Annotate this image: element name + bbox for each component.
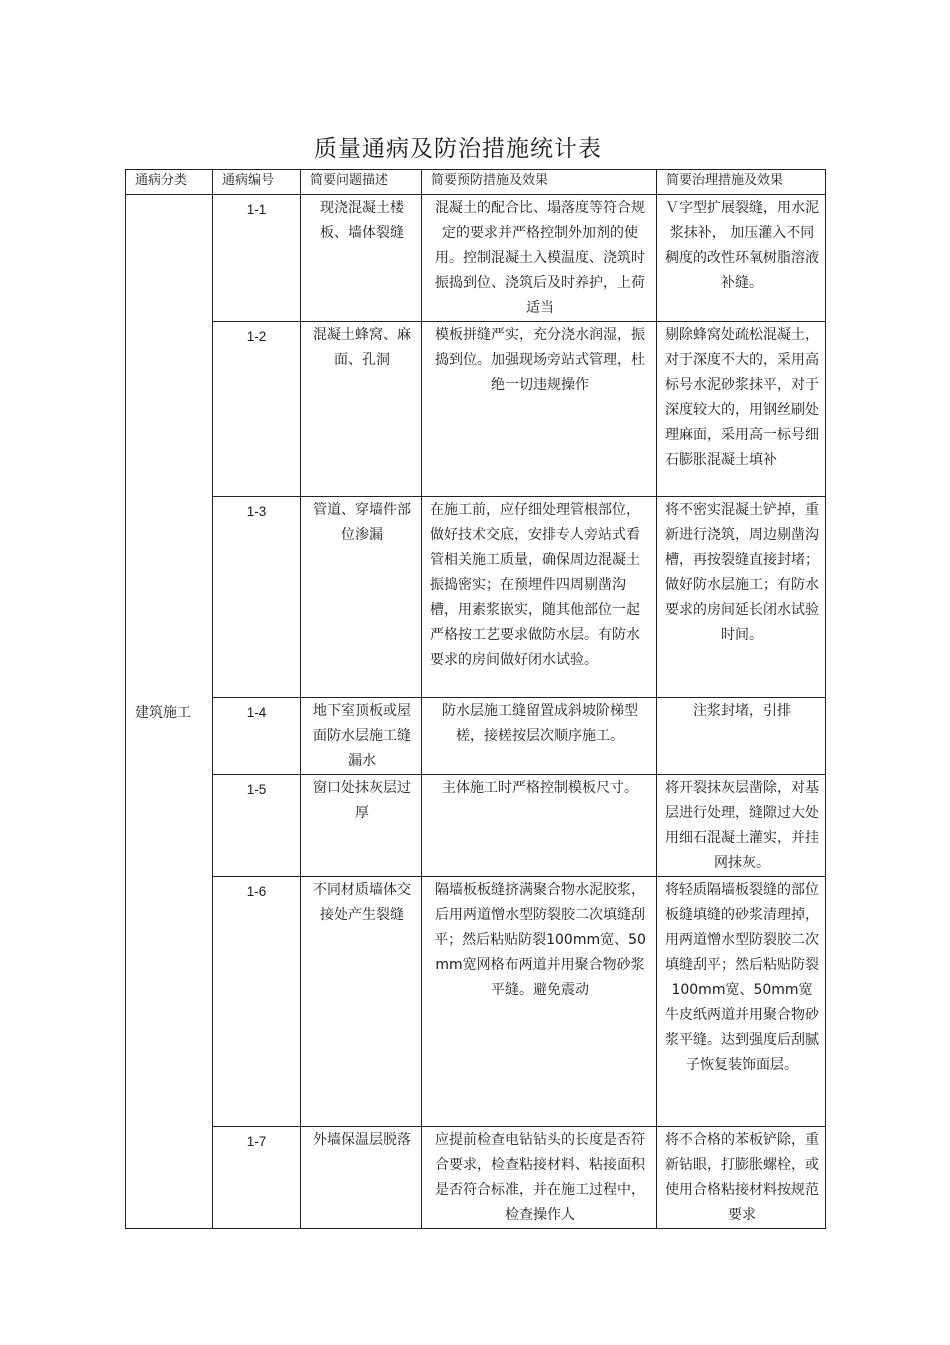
- table-row: [126, 877, 826, 1127]
- category-cell: 建筑施工: [126, 195, 213, 1229]
- row-code: 1-3: [213, 497, 301, 698]
- table-row: [126, 1127, 826, 1229]
- row-problem: 管道、穿墙件部位渗漏: [301, 497, 422, 698]
- row-problem: 地下室顶板或屋面防水层施工缝漏水: [301, 698, 422, 775]
- page-title: 质量通病及防治措施统计表: [314, 136, 602, 162]
- header-problem: 简要问题描述: [301, 170, 422, 195]
- row-treatment: 将不密实混凝土铲掉，重新进行浇筑，周边剔凿沟槽，再按裂缝直接封堵；做好防水层施工；有防水要求的房间延长闭水试验时间。: [657, 497, 826, 698]
- row-code: 1-1: [213, 195, 301, 322]
- row-prevention: 模板拼缝严实，充分浇水润湿，振捣到位。加强现场旁站式管理，杜绝一切违规操作: [422, 322, 657, 497]
- row-code: 1-6: [213, 877, 301, 1127]
- row-code: 1-4: [213, 698, 301, 775]
- row-code: 1-5: [213, 775, 301, 877]
- row-treatment: 将开裂抹灰层凿除，对基层进行处理，缝隙过大处用细石混凝土灌实，并挂网抹灰。: [657, 775, 826, 877]
- row-code: 1-2: [213, 322, 301, 497]
- table-row: [126, 698, 826, 775]
- table-row: [126, 775, 826, 877]
- quality-defects-table: [125, 169, 826, 1229]
- row-problem: 窗口处抹灰层过厚: [301, 775, 422, 877]
- row-prevention: 防水层施工缝留置成斜坡阶梯型槎，接槎按层次顺序施工。: [422, 698, 657, 775]
- row-prevention: 应提前检查电钻钻头的长度是否符合要求，检查粘接材料、粘接面积是否符合标准，并在施工过程中，检查操作人: [422, 1127, 657, 1229]
- header-treatment: 简要治理措施及效果: [657, 170, 826, 195]
- table-row: [126, 497, 826, 698]
- row-code: 1-7: [213, 1127, 301, 1229]
- row-problem: 现浇混凝土楼板、墙体裂缝: [301, 195, 422, 322]
- row-prevention: 隔墙板板缝挤满聚合物水泥胶浆，后用两道憎水型防裂胶二次填缝刮平；然后粘贴防裂100mm宽、50mm宽网格布两道并用聚合物砂浆平缝。避免震动: [422, 877, 657, 1127]
- row-problem: 混凝土蜂窝、麻面、孔洞: [301, 322, 422, 497]
- row-treatment: 将不合格的苯板铲除，重新钻眼，打膨胀螺栓，或使用合格粘接材料按规范要求: [657, 1127, 826, 1229]
- row-treatment: 注浆封堵，引排: [657, 698, 826, 775]
- row-prevention: 主体施工时严格控制模板尺寸。: [422, 775, 657, 877]
- header-prevention: 简要预防措施及效果: [422, 170, 657, 195]
- header-code: 通病编号: [213, 170, 301, 195]
- table-header-row: [126, 170, 826, 195]
- row-treatment: 剔除蜂窝处疏松混凝土，对于深度不大的，采用高标号水泥砂浆抹平，对于深度较大的，用钢丝刷处理麻面，采用高一标号细石膨胀混凝土填补: [657, 322, 826, 497]
- row-problem: 不同材质墙体交接处产生裂缝: [301, 877, 422, 1127]
- table-row: [126, 322, 826, 497]
- row-problem: 外墙保温层脱落: [301, 1127, 422, 1229]
- row-treatment: 将轻质隔墙板裂缝的部位板缝填缝的砂浆清理掉，用两道憎水型防裂胶二次填缝刮平；然后粘贴防裂100mm宽、50mm宽牛皮纸两道并用聚合物砂浆平缝。达到强度后刮腻子恢复装饰面层。: [657, 877, 826, 1127]
- row-treatment: Ｖ字型扩展裂缝，用水泥浆抹补， 加压灌入不同稠度的改性环氧树脂溶液补缝。: [657, 195, 826, 322]
- row-prevention: 在施工前，应仔细处理管根部位，做好技术交底，安排专人旁站式看管相关施工质量，确保周边混凝土振捣密实；在预埋件四周剔凿沟槽，用素浆嵌实，随其他部位一起严格按工艺要求做防水层。有防水要求的房间做好闭水试验。: [422, 497, 657, 698]
- table-row: [126, 195, 826, 322]
- row-prevention: 混凝土的配合比、塌落度等符合规定的要求并严格控制外加剂的使用。控制混凝土入模温度、浇筑时振捣到位、浇筑后及时养护，上荷适当: [422, 195, 657, 322]
- header-category: 通病分类: [126, 170, 213, 195]
